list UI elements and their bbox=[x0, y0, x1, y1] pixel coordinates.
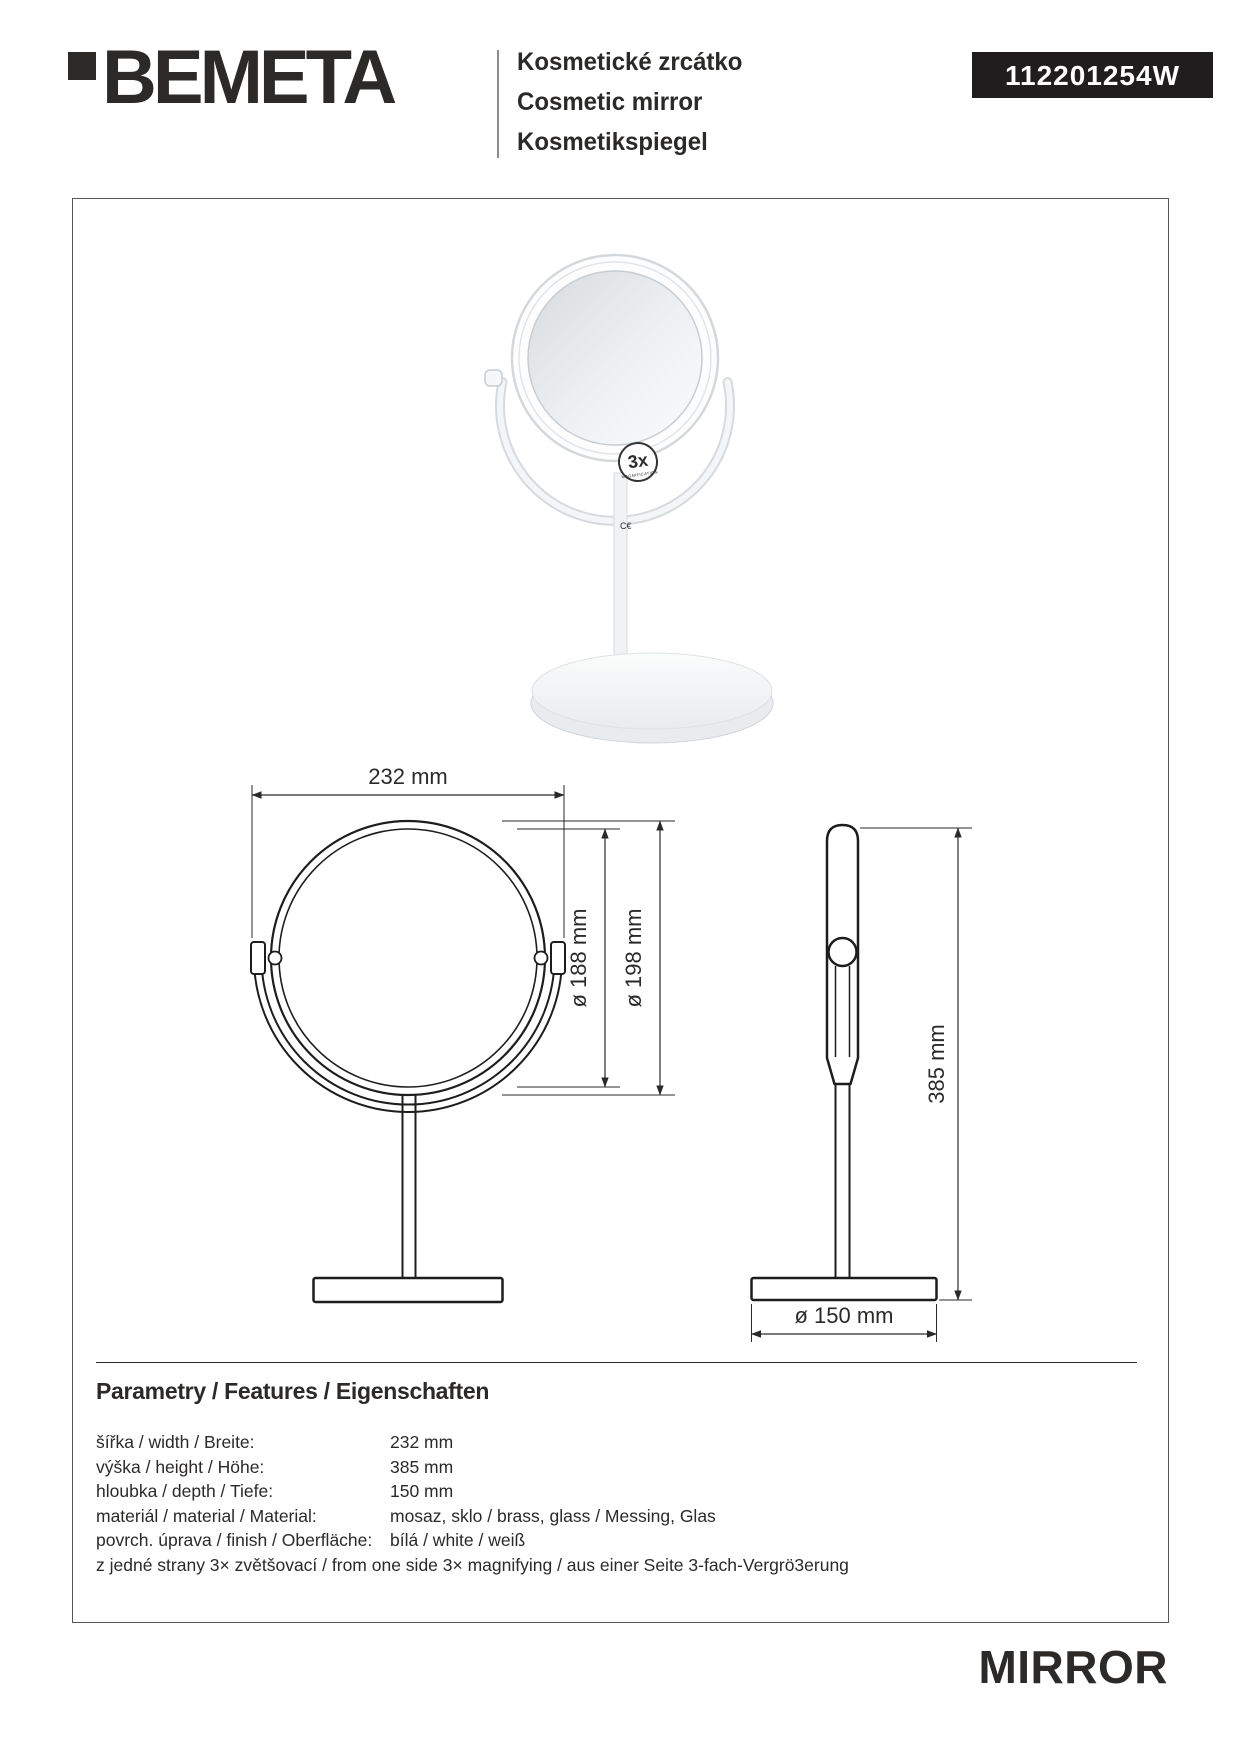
product-titles bbox=[517, 42, 742, 162]
side-view-drawing bbox=[752, 825, 937, 1300]
spec-row-depth bbox=[96, 1479, 849, 1504]
dim-height-label: 385 mm bbox=[924, 1024, 949, 1104]
magnification-badge-text: 3x bbox=[626, 449, 650, 473]
spec-label: hloubka / depth / Tiefe: bbox=[96, 1481, 274, 1501]
header-divider bbox=[497, 50, 499, 158]
magnification-badge-sub: MAGNIFICATION bbox=[621, 469, 659, 480]
spec-label: povrch. úprava / finish / Oberfläche: bbox=[96, 1530, 373, 1550]
photo-mirror-head bbox=[512, 255, 718, 461]
dim-width-label: 232 mm bbox=[368, 764, 448, 789]
category-label: MIRROR bbox=[978, 1641, 1168, 1693]
dim-inner-diameter-label: ø 188 mm bbox=[566, 908, 591, 1008]
spec-label: šířka / width / Breite: bbox=[96, 1432, 255, 1452]
dim-outer-diameter-label: ø 198 mm bbox=[621, 908, 646, 1008]
spec-row-height bbox=[96, 1455, 849, 1480]
product-title-cs: Kosmetické zrcátko bbox=[517, 48, 743, 76]
spec-value: 385 mm bbox=[390, 1456, 454, 1477]
specs-table bbox=[96, 1430, 849, 1577]
spec-row-material bbox=[96, 1504, 849, 1529]
front-view-drawing bbox=[251, 821, 565, 1302]
spec-row-finish bbox=[96, 1528, 849, 1553]
photo-ce-mark: C€ bbox=[620, 521, 632, 531]
spec-value: 232 mm bbox=[390, 1432, 454, 1452]
logo-square-icon bbox=[68, 52, 96, 80]
specs-separator bbox=[96, 1362, 1137, 1363]
spec-label: materiál / material / Material: bbox=[96, 1505, 317, 1526]
product-title-de: Kosmetikspiegel bbox=[517, 128, 708, 156]
dim-base-diameter-label: ø 150 mm bbox=[794, 1303, 894, 1328]
spec-label: výška / height / Höhe: bbox=[96, 1456, 265, 1477]
spec-note: z jedné strany 3× zvětšovací / from one side 3× magnifying / aus einer Seite 3-fach-Vergrö3erung bbox=[96, 1554, 849, 1575]
product-code-badge: 112201254W bbox=[972, 52, 1213, 98]
logo-text: BEMETA bbox=[102, 35, 394, 120]
spec-value: mosaz, sklo / brass, glass / Messing, Glas bbox=[390, 1505, 716, 1526]
spec-row-width bbox=[96, 1430, 849, 1455]
spec-value: bílá / white / weiß bbox=[390, 1530, 526, 1550]
spec-value: 150 mm bbox=[390, 1481, 454, 1501]
photo-pivot-knob bbox=[485, 370, 502, 386]
product-title-en: Cosmetic mirror bbox=[517, 88, 703, 116]
technical-drawings bbox=[72, 690, 1168, 1350]
specs-heading: Parametry / Features / Eigenschaften bbox=[96, 1378, 490, 1404]
